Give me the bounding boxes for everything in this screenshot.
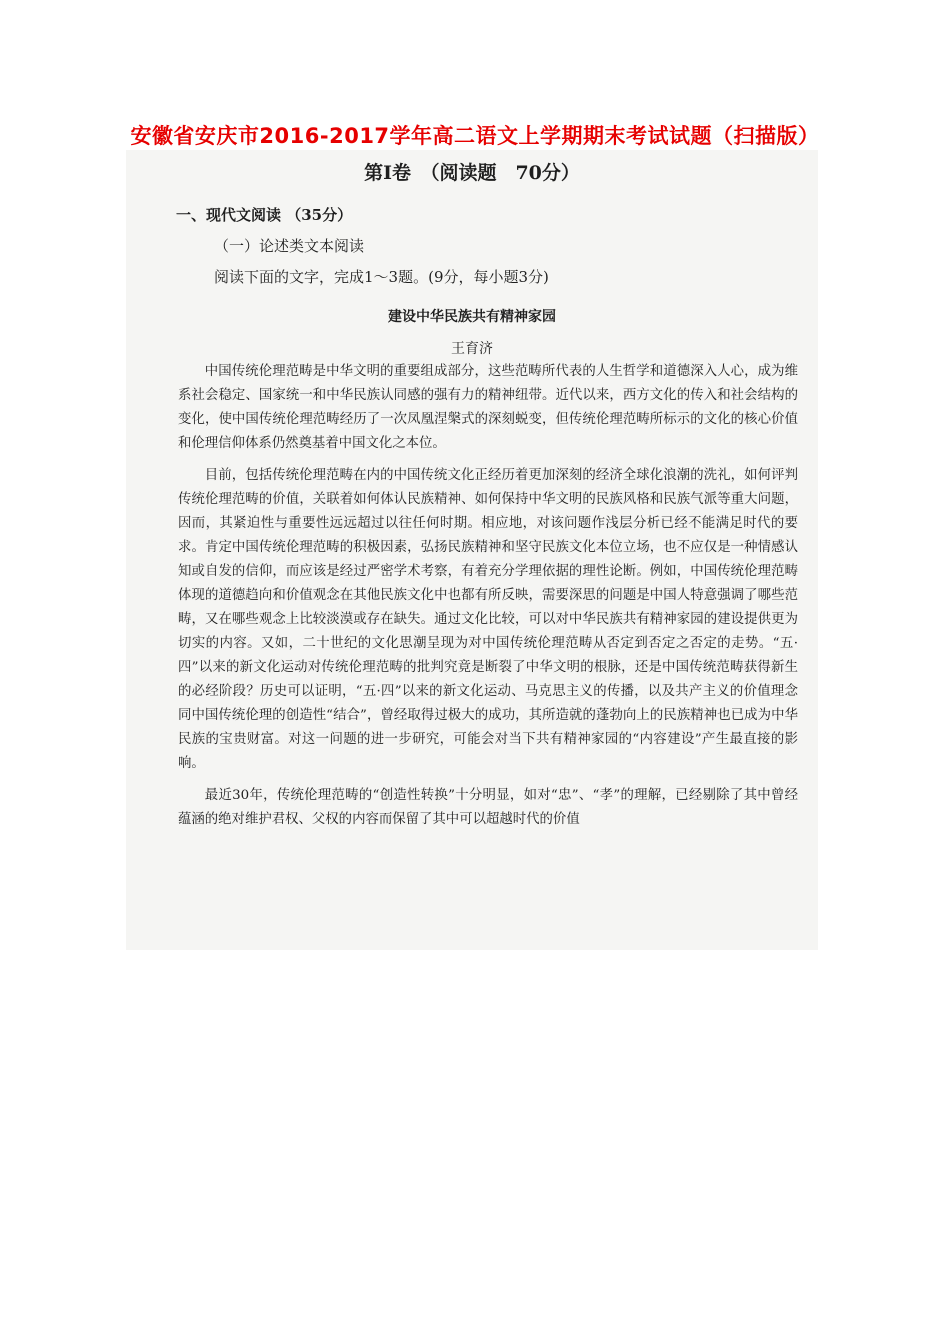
document-title: 安徽省安庆市2016-2017学年高二语文上学期期末考试试题（扫描版） (130, 124, 820, 148)
sub-heading: （一）论述类文本阅读 (214, 237, 365, 255)
article-body (178, 360, 798, 840)
reading-instruction: 阅读下面的文字，完成1～3题。(9分，每小题3分) (214, 268, 549, 286)
paragraph: 最近30年，传统伦理范畴的“创造性转换”十分明显，如对“忠”、“孝”的理解，已经剔除了其中曾经蕴涵的绝对维护君权、父权的内容而保留了其中可以超越时代的价值 (178, 788, 798, 827)
paragraph: 目前，包括传统伦理范畴在内的中国传统文化正经历着更加深刻的经济全球化浪潮的洗礼，如何评判传统伦理范畴的价值，关联着如何体认民族精神、如何保持中华文明的民族风格和民族气派等重大问题，因而，其紧迫性与重要性远远超过以往任何时期。相应地，对该问题作浅层分析已经不能满足时代的要求。肯定中国传统伦理范畴的积极因素，弘扬民族精神和坚守民族文化本位立场，也不应仅是一种情感认知或自发的信仰，而应该是经过严密学术考察，有着充分学理依据的理性论断。例如，中国传统伦理范畴体现的道德趋向和价值观念在其他民族文化中也都有所反映，需要深思的问题是中国人特意强调了哪些范畴，又在哪些观念上比较淡漠或存在缺失。通过文化比较，可以对中华民族共有精神家园的建设提供更为切实的内容。又如，二十世纪的文化思潮呈现为对中国传统伦理范畴从否定到否定之否定的走势。“五·四”以来的新文化运动对传统伦理范畴的批判究竟是断裂了中华文明的根脉，还是中国传统范畴获得新生的必经阶段？历史可以证明，“五·四”以来的新文化运动、马克思主义的传播，以及共产主义的价值理念同中国传统伦理的创造性“结合”，曾经取得过极大的成功，其所造就的蓬勃向上的民族精神也已成为中华民族的宝贵财富。对这一问题的进一步研究，可能会对当下共有精神家园的“内容建设”产生最直接的影响。 (178, 468, 798, 771)
article-title: 建设中华民族共有精神家园 (388, 309, 556, 325)
scanned-page (126, 150, 818, 950)
paragraph: 中国传统伦理范畴是中华文明的重要组成部分，这些范畴所代表的人生哲学和道德深入人心，成为维系社会稳定、国家统一和中华民族认同感的强有力的精神纽带。近代以来，西方文化的传入和社会结构的变化，使中国传统伦理范畴经历了一次凤凰涅槃式的深刻蜕变，但传统伦理范畴所标示的文化的核心价值和伦理信仰体系仍然奠基着中国文化之本位。 (178, 364, 798, 451)
part-heading: 一、现代文阅读 （35分） (176, 206, 353, 224)
section-title: 第Ⅰ卷 （阅读题 70分） (364, 162, 580, 184)
article-author: 王育济 (451, 341, 493, 357)
